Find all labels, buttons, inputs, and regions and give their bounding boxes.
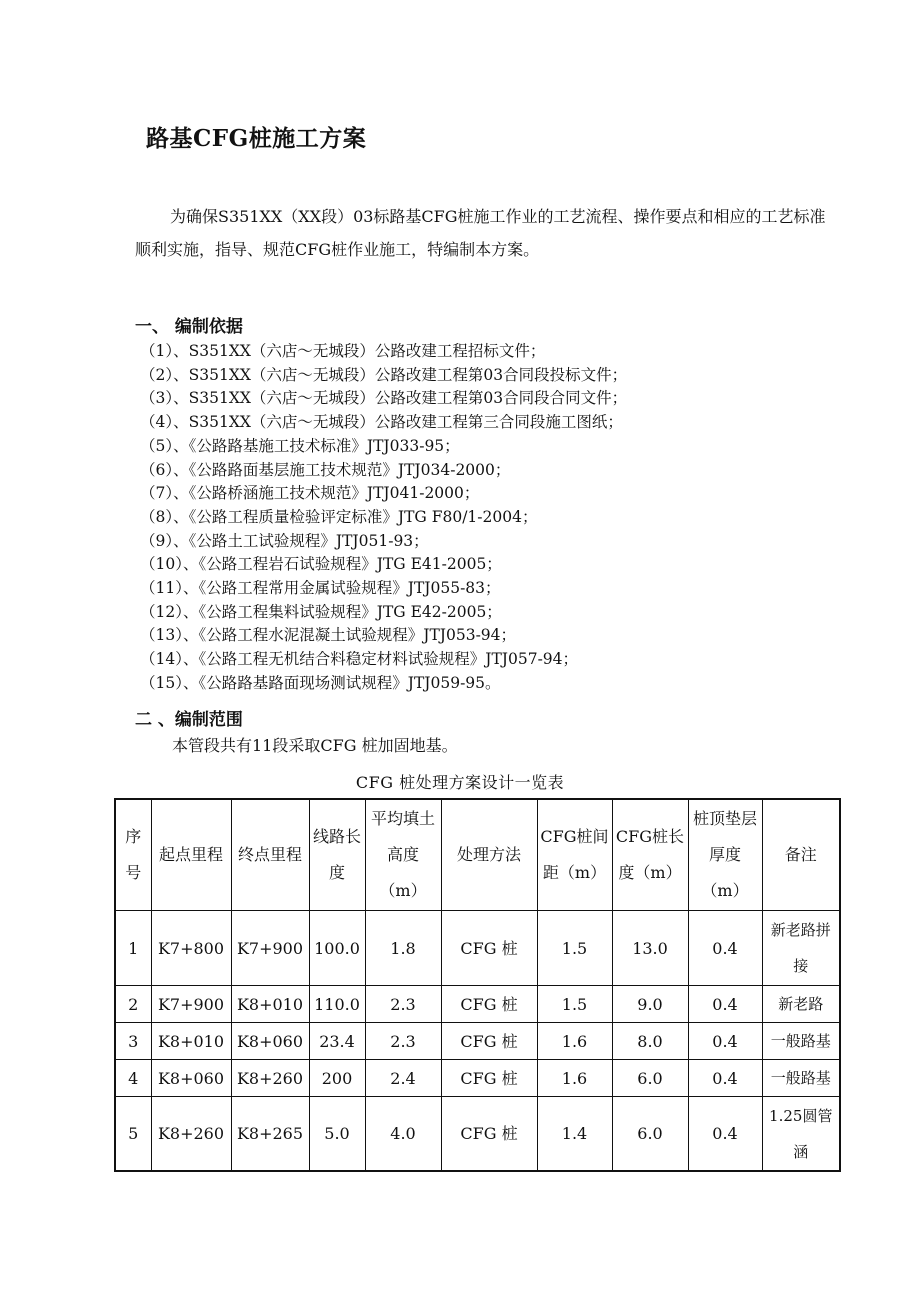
table-cell: CFG 桩 — [441, 1097, 537, 1172]
table-header-row — [115, 799, 840, 911]
table-cell: 2.3 — [365, 1023, 441, 1060]
section-scope-heading: 二 、编制范围 — [135, 710, 243, 730]
table-cell: 6.0 — [612, 1097, 688, 1172]
table-cell: 0.4 — [688, 1060, 762, 1097]
table-cell: 1.6 — [537, 1060, 612, 1097]
header-cell: 桩顶垫层厚度（m） — [688, 799, 762, 911]
list-item: （6）、《公路路面基层施工技术规范》JTJ034-2000； — [140, 460, 511, 479]
table-cell: 13.0 — [612, 911, 688, 986]
header-cell: 平均填土高度（m） — [365, 799, 441, 911]
table-caption: CFG 桩处理方案设计一览表 — [355, 773, 565, 792]
table-cell: K8+265 — [231, 1097, 309, 1172]
table-cell: 新老路 — [762, 986, 840, 1023]
table-cell: 5 — [115, 1097, 151, 1172]
table-cell: CFG 桩 — [441, 1060, 537, 1097]
table-cell: K8+060 — [151, 1060, 231, 1097]
table-cell: 0.4 — [688, 1023, 762, 1060]
list-item: （5）、《公路路基施工技术标准》JTJ033-95； — [140, 436, 460, 455]
table-cell: 2.4 — [365, 1060, 441, 1097]
list-item: （8）、《公路工程质量检验评定标准》JTG F80/1-2004； — [140, 507, 538, 526]
table-cell: CFG 桩 — [441, 911, 537, 986]
list-item: （12）、《公路工程集料试验规程》JTG E42-2005； — [140, 602, 502, 621]
header-cell: 线路长度 — [309, 799, 365, 911]
table-row — [115, 1097, 840, 1172]
table-cell: K7+900 — [231, 911, 309, 986]
table-cell: 1.6 — [537, 1023, 612, 1060]
table-cell: CFG 桩 — [441, 986, 537, 1023]
table-cell: 4 — [115, 1060, 151, 1097]
table-cell: K7+800 — [151, 911, 231, 986]
table-cell: K8+010 — [231, 986, 309, 1023]
basis-list — [140, 340, 627, 696]
table-cell: 4.0 — [365, 1097, 441, 1172]
list-item: （2）、S351XX（六店～无城段）公路改建工程第03合同段投标文件； — [140, 365, 628, 384]
cfg-pile-table — [114, 798, 841, 1172]
header-cell: 序号 — [115, 799, 151, 911]
list-item: （3）、S351XX（六店～无城段）公路改建工程第03合同段合同文件； — [140, 389, 628, 408]
list-item: （4）、S351XX（六店～无城段）公路改建工程第三合同段施工图纸； — [140, 413, 623, 432]
list-item: （9）、《公路土工试验规程》JTJ051-93； — [140, 531, 429, 550]
header-cell: 处理方法 — [441, 799, 537, 911]
header-cell: 终点里程 — [231, 799, 309, 911]
header-cell: CFG桩间距（m） — [537, 799, 612, 911]
header-cell: CFG桩长度（m） — [612, 799, 688, 911]
table-cell: 1 — [115, 911, 151, 986]
table-cell: 3 — [115, 1023, 151, 1060]
table-cell: 200 — [309, 1060, 365, 1097]
table-cell: 一般路基 — [762, 1023, 840, 1060]
table-row — [115, 986, 840, 1023]
table-cell: 0.4 — [688, 911, 762, 986]
table-cell: 2.3 — [365, 986, 441, 1023]
table-cell: K7+900 — [151, 986, 231, 1023]
list-item: （13）、《公路工程水泥混凝土试验规程》JTJ053-94； — [140, 626, 517, 645]
list-item: （1）、S351XX（六店～无城段）公路改建工程招标文件； — [140, 342, 546, 360]
table-cell: 9.0 — [612, 986, 688, 1023]
table-cell: 100.0 — [309, 911, 365, 986]
table-cell: K8+260 — [151, 1097, 231, 1172]
scope-text: 本管段共有11段采取CFG 桩加固地基。 — [172, 736, 458, 755]
table-cell: 新老路拼接 — [762, 911, 840, 986]
table-cell: 一般路基 — [762, 1060, 840, 1097]
table-row — [115, 911, 840, 986]
table-cell: 8.0 — [612, 1023, 688, 1060]
table-cell: 0.4 — [688, 1097, 762, 1172]
table-cell: CFG 桩 — [441, 1023, 537, 1060]
table-cell: K8+060 — [231, 1023, 309, 1060]
table-cell: 1.5 — [537, 986, 612, 1023]
intro-paragraph: 为确保S351XX（XX段）03标路基CFG桩施工作业的工艺流程、操作要点和相应的工艺标准顺利实施，指导、规范CFG桩作业施工，特编制本方案。 — [135, 207, 826, 259]
table-cell: 0.4 — [688, 986, 762, 1023]
table-cell: 1.5 — [537, 911, 612, 986]
list-item: （10）、《公路工程岩石试验规程》JTG E41-2005； — [140, 555, 502, 574]
table-cell: 110.0 — [309, 986, 365, 1023]
table-cell: 1.4 — [537, 1097, 612, 1172]
list-item: （14）、《公路工程无机结合料稳定材料试验规程》JTJ057-94； — [140, 650, 579, 669]
table-cell: 23.4 — [309, 1023, 365, 1060]
list-item: （15）、《公路路基路面现场测试规程》JTJ059-95。 — [140, 673, 501, 692]
table-row — [115, 1023, 840, 1060]
table-cell: 1.8 — [365, 911, 441, 986]
table-cell: K8+260 — [231, 1060, 309, 1097]
table-cell: 6.0 — [612, 1060, 688, 1097]
header-cell: 备注 — [762, 799, 840, 911]
document-title: 路基CFG桩施工方案 — [146, 125, 367, 152]
table-cell: K8+010 — [151, 1023, 231, 1060]
table-cell: 2 — [115, 986, 151, 1023]
table-row — [115, 1060, 840, 1097]
table-cell: 1.25圆管涵 — [762, 1097, 840, 1172]
table-cell: 5.0 — [309, 1097, 365, 1172]
list-item: （7）、《公路桥涵施工技术规范》JTJ041-2000； — [140, 484, 480, 503]
list-item: （11）、《公路工程常用金属试验规程》JTJ055-83； — [140, 579, 501, 598]
section-basis-heading: 一、 编制依据 — [135, 317, 243, 337]
header-cell: 起点里程 — [151, 799, 231, 911]
